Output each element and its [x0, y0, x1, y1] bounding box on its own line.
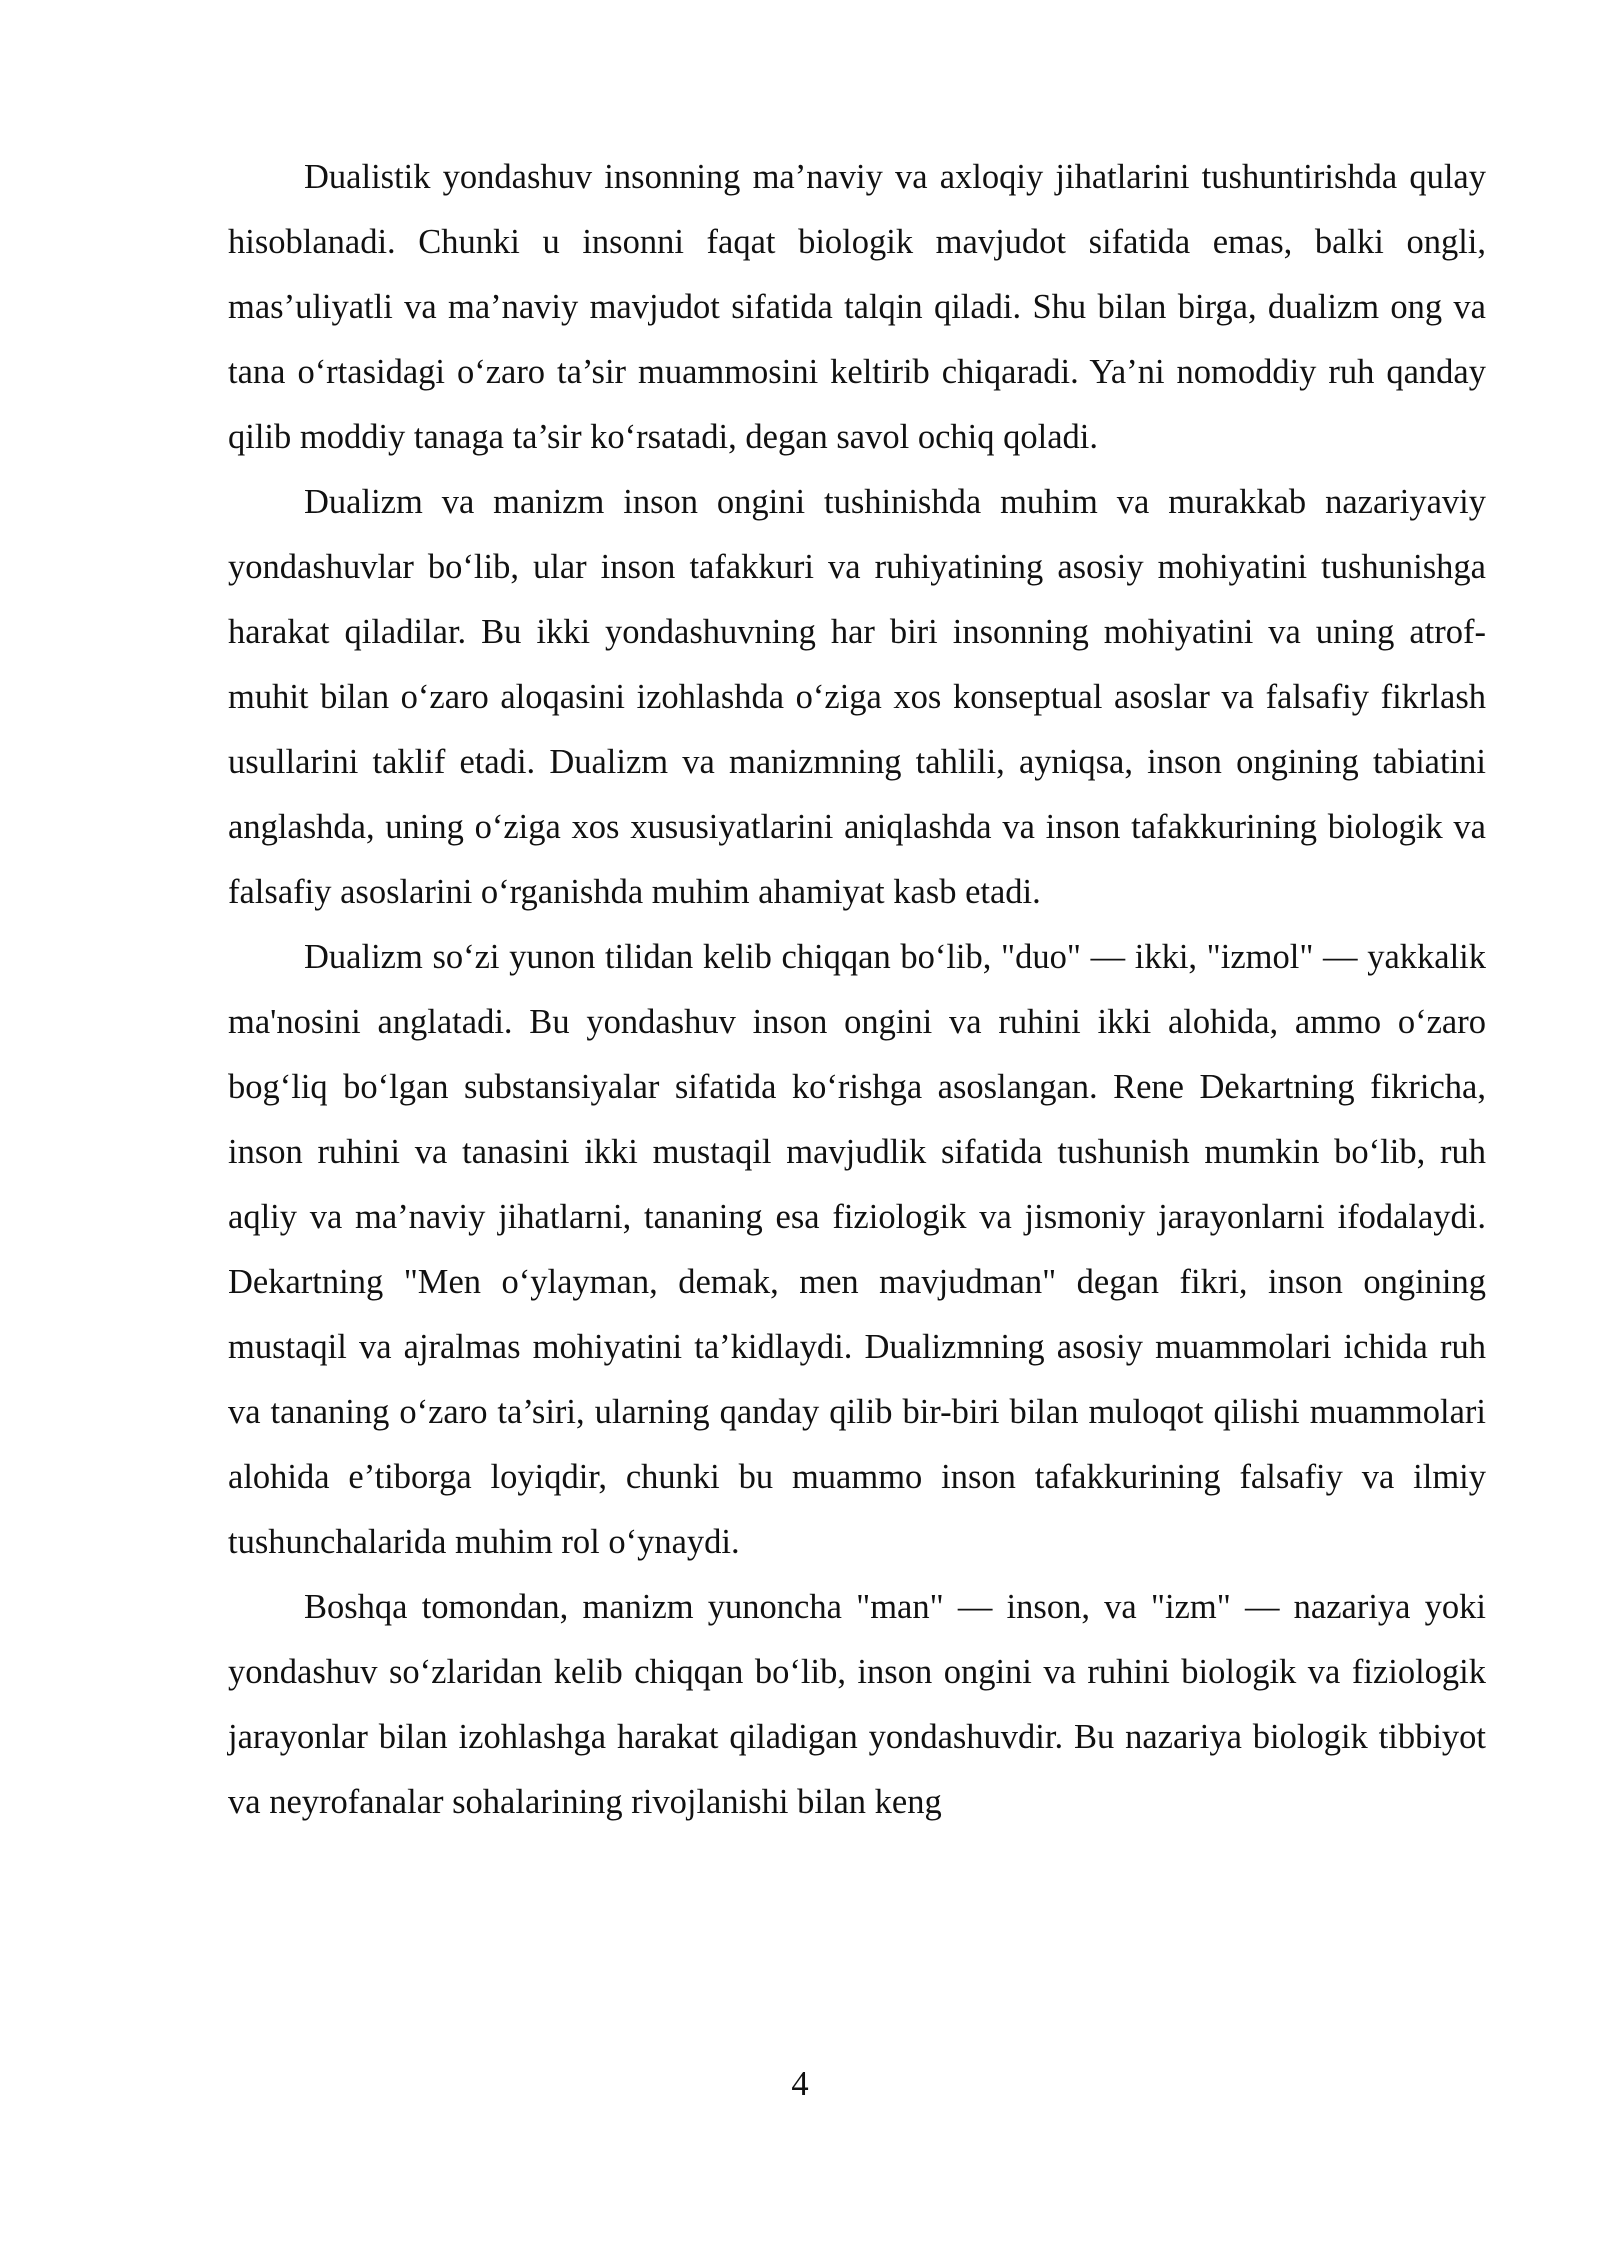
paragraph-3: Dualizm so‘zi yunon tilidan kelib chiqqan bo‘lib, "duo" — ikki, "izmol" — yakkalik ma'nosini anglatadi. Bu yondashuv inson ongini va ruhini ikki alohida, ammo o‘zaro bog‘liq bo‘lgan substansiyalar sifatida ko‘rishga asoslangan. Rene Dekartning fikricha, inson ruhini va tanasini ikki mustaqil mavjudlik sifatida tushunish mumkin bo‘lib, ruh aqliy va ma’naviy jihatlarni, tananing esa fiziologik va jismoniy jarayonlarni ifodalaydi. Dekartning "Men o‘ylayman, demak, men mavjudman" degan fikri, inson ongining mustaqil va ajralmas mohiyatini ta’kidlaydi. Dualizmning asosiy muammolari ichida ruh va tananing o‘zaro ta’siri, ularning qanday qilib bir-biri bilan muloqot qilishi muammolari alohida e’tiborga loyiqdir, chunki bu muammo inson tafakkurining falsafiy va ilmiy tushunchalarida muhim rol o‘ynaydi. [228, 938, 1486, 1561]
page-number: 4 [791, 2065, 809, 2103]
paragraph-2: Dualizm va manizm inson ongini tushinishda muhim va murakkab nazariyaviy yondashuvlar bo‘lib, ular inson tafakkuri va ruhiyatining asosiy mohiyatini tushunishga harakat qiladilar. Bu ikki yondashuvning har biri insonning mohiyatini va uning atrof-muhit bilan o‘zaro aloqasini izohlashda o‘ziga xos konseptual asoslar va falsafiy fikrlash usullarini taklif etadi. Dualizm va manizmning tahlili, ayniqsa, inson ongining tabiatini anglashda, uning o‘ziga xos xususiyatlarini aniqlashda va inson tafakkurining biologik va falsafiy asoslarini o‘rganishda muhim ahamiyat kasb etadi. [228, 483, 1486, 911]
paragraph-4: Boshqa tomondan, manizm yunoncha "man" — inson, va "izm" — nazariya yoki yondashuv so‘zlaridan kelib chiqqan bo‘lib, inson ongini va ruhini biologik va fiziologik jarayonlar bilan izohlashga harakat qiladigan yondashuvdir. Bu nazariya biologik tibbiyot va neyrofanalar sohalarining rivojlanishi bilan keng [228, 1588, 1486, 1821]
body-text [228, 145, 1486, 1835]
paragraph-1: Dualistik yondashuv insonning ma’naviy va axloqiy jihatlarini tushuntirishda qulay hisoblanadi. Chunki u insonni faqat biologik mavjudot sifatida emas, balki ongli, mas’uliyatli va ma’naviy mavjudot sifatida talqin qiladi. Shu bilan birga, dualizm ong va tana o‘rtasidagi o‘zaro ta’sir muammosini keltirib chiqaradi. Ya’ni nomoddiy ruh qanday qilib moddiy tanaga ta’sir ko‘rsatadi, degan savol ochiq qoladi. [228, 158, 1486, 456]
